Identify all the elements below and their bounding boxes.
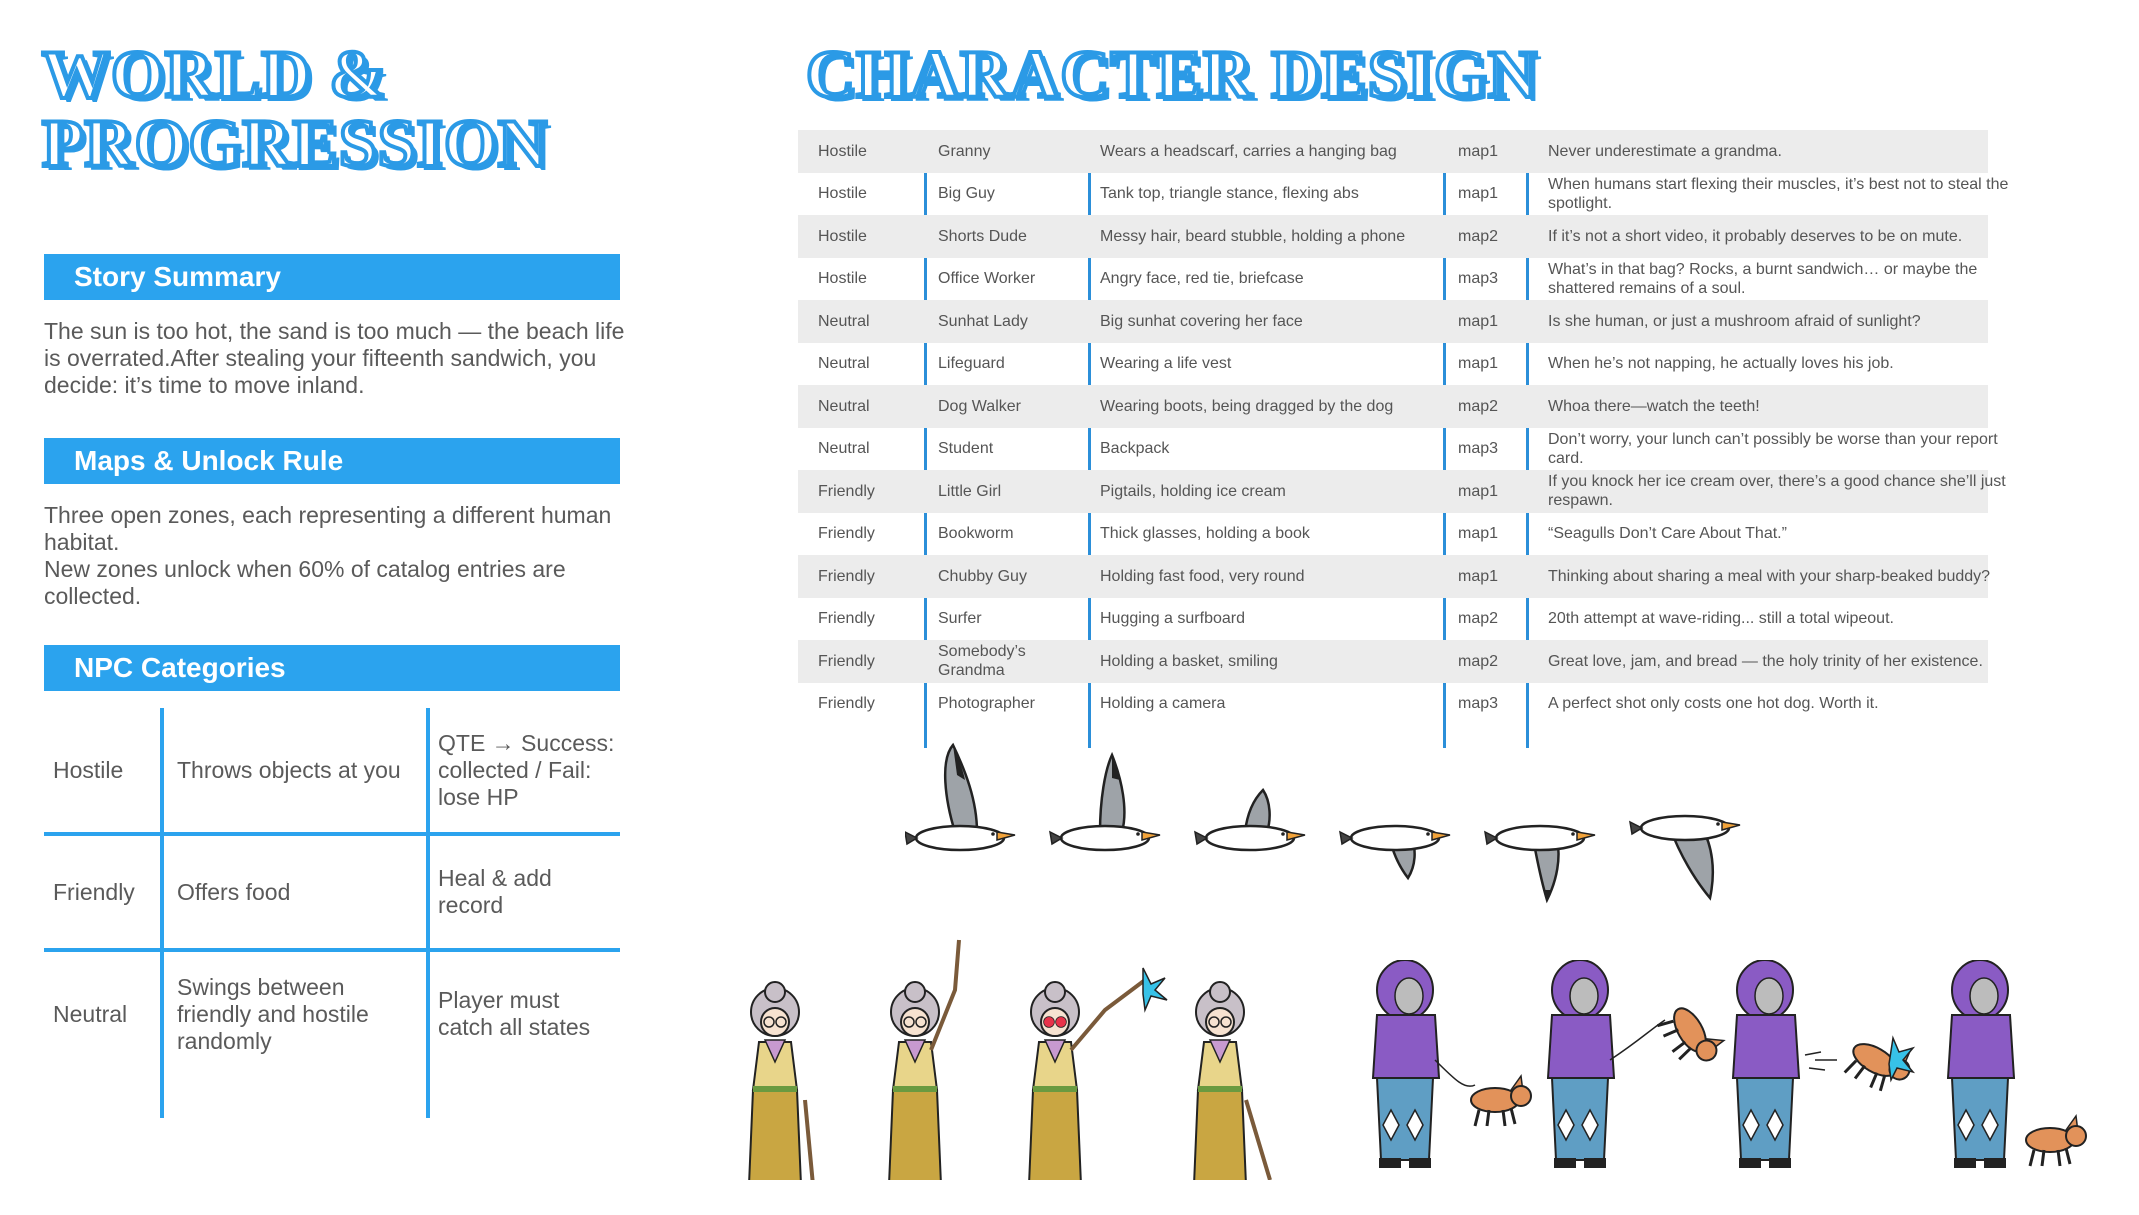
character-row [798,130,1988,173]
maps-line-2: New zones unlock when 60% of catalog entries are collected. [44,556,566,609]
character-row [798,513,1988,556]
character-look: Wearing a life vest [1100,355,1232,373]
character-name: Student [938,440,994,458]
character-type: Friendly [818,482,875,500]
character-look: Tank top, triangle stance, flexing abs [1100,185,1359,203]
seagull-icon [1485,826,1595,900]
character-quote: Don’t worry, your lunch can’t possibly be worse than your report card. [1548,430,1998,467]
character-quote: If it’s not a short video, it probably deserves to be on mute. [1548,227,1963,245]
character-row [798,215,1988,258]
character-design-table [798,130,2009,725]
story-paragraph: The sun is too hot, the sand is too much — the beach life is overrated.After stealing your fifteenth sandwich, you decide: it’s time to move inland. [44,318,625,398]
npc-category: Hostile [53,756,124,783]
title-line-1: WORLD & [42,36,388,112]
npc-category: Friendly [53,878,135,905]
character-row [798,470,2006,513]
character-row [798,258,1988,301]
npc-col-divider [160,708,164,1118]
character-quote: 20th attempt at wave-riding... still a total wipeout. [1548,610,1894,628]
character-look: Big sunhat covering her face [1100,312,1303,330]
seagull-sprite-strip [905,740,1785,920]
character-look: Thick glasses, holding a book [1100,525,1310,543]
character-quote: “Seagulls Don’t Care About That.” [1548,525,1787,543]
character-quote: What’s in that bag? Rocks, a burnt sandwich… or maybe the shattered remains of a soul. [1548,260,1978,297]
character-row [798,640,1988,683]
seagull-icon [1195,790,1305,850]
character-quote: When he’s not napping, he actually loves his job. [1548,355,1894,373]
character-map: map2 [1458,397,1499,415]
character-map: map2 [1458,652,1499,670]
character-name: Shorts Dude [938,227,1027,245]
character-type: Friendly [818,610,875,628]
character-look: Wearing boots, being dragged by the dog [1100,397,1394,415]
granny-icon [889,940,959,1180]
character-name: Sunhat Lady [938,312,1028,330]
npc-behavior: Offers food [177,878,291,905]
title-line-2: PROGRESSION [42,105,548,182]
character-map: map1 [1458,142,1499,160]
npc-result: Player must catch all states [438,987,591,1040]
character-map: map1 [1458,185,1499,203]
character-look: Hugging a surfboard [1100,610,1245,628]
character-type: Neutral [818,440,870,458]
dog-walker-icon [1948,960,2086,1168]
character-map: map1 [1458,355,1499,373]
granny-icon [749,982,813,1180]
character-name: Dog Walker [938,397,1021,415]
character-map: map3 [1458,695,1499,713]
granny-icon [1029,968,1167,1180]
character-map: map1 [1458,312,1499,330]
character-type: Hostile [818,142,867,160]
character-look: Holding a basket, smiling [1100,652,1278,670]
npc-result: QTE → Success: collected / Fail: lose HP [438,729,615,810]
npc-col-divider [426,708,430,1118]
character-row [798,343,1988,386]
dog-icon [2026,1116,2086,1166]
character-look: Holding a camera [1100,695,1226,713]
maps-line-1: Three open zones, each representing a different human habitat. [44,502,612,555]
character-quote: Great love, jam, and bread — the holy trinity of her existence. [1548,652,1983,670]
npc-categories-header: NPC Categories [44,645,620,691]
dog-icon [1471,1076,1531,1126]
page-title-character-design: CHARACTER DESIGN [806,36,1538,112]
character-look: Angry face, red tie, briefcase [1100,270,1304,288]
character-type: Hostile [818,227,867,245]
dog-walker-icon [1373,960,1531,1168]
character-look: Holding fast food, very round [1100,567,1305,585]
character-quote: If you knock her ice cream over, there’s a good chance she’ll just respawn. [1548,473,2006,510]
character-name: Chubby Guy [938,567,1027,585]
character-row [798,555,1991,598]
character-map: map3 [1458,440,1499,458]
npc-categories-table [44,708,620,1118]
npc-category: Neutral [53,1000,128,1027]
character-name: Somebody’s Grandma [938,643,1026,680]
character-type: Friendly [818,652,875,670]
character-row [798,300,1988,343]
npc-result: Heal & add record [438,865,552,918]
character-look: Wears a headscarf, carries a hanging bag [1100,142,1397,160]
character-quote: Is she human, or just a mushroom afraid of sunlight? [1548,312,1921,330]
dog-walker-icon [1548,960,1729,1168]
character-map: map1 [1458,567,1499,585]
character-quote: Thinking about sharing a meal with your sharp-beaked buddy? [1548,567,1991,585]
character-row [798,428,1998,471]
character-name: Little Girl [938,482,1002,500]
dog-walker-icon [1733,960,1918,1168]
maps-unlock-header: Maps & Unlock Rule [44,438,620,484]
character-map: map1 [1458,525,1499,543]
character-map: map3 [1458,270,1499,288]
character-name: Lifeguard [938,355,1005,373]
character-type: Friendly [818,525,875,543]
character-look: Messy hair, beard stubble, holding a phone [1100,227,1406,245]
character-map: map2 [1458,227,1499,245]
seagull-icon [1050,755,1160,850]
character-type: Friendly [818,567,875,585]
character-quote: A perfect shot only costs one hot dog. Worth it. [1548,695,1879,713]
character-name: Big Guy [938,185,995,203]
character-name: Office Worker [938,270,1036,288]
character-quote: When humans start flexing their muscles, it’s best not to steal the spotlight. [1548,175,2009,212]
character-name: Granny [938,142,991,160]
character-row [798,598,1988,641]
npc-behavior: Throws objects at you [177,756,401,783]
character-map: map2 [1458,610,1499,628]
character-type: Friendly [818,695,875,713]
character-map: map1 [1458,482,1499,500]
character-name: Bookworm [938,525,1014,543]
character-look: Backpack [1100,440,1170,458]
character-type: Neutral [818,312,870,330]
character-name: Surfer [938,610,982,628]
story-summary-text [44,318,634,399]
character-type: Hostile [818,185,867,203]
dog-walker-sprite-strip [1355,960,2115,1180]
character-name: Photographer [938,695,1035,713]
seagull-icon [905,745,1015,850]
page-title-world-progression [42,36,548,182]
character-look: Pigtails, holding ice cream [1100,482,1286,500]
character-row [798,385,1988,428]
granny-sprite-strip [730,920,1300,1180]
seagull-icon [1340,826,1450,878]
granny-icon [1194,982,1270,1180]
maps-unlock-text [44,502,634,610]
character-row [798,683,1988,726]
character-type: Hostile [818,270,867,288]
character-quote: Never underestimate a grandma. [1548,142,1782,160]
npc-behavior: Swings between friendly and hostile randomly [177,973,369,1054]
character-type: Neutral [818,355,870,373]
seagull-icon [1630,816,1740,898]
character-row [798,173,2009,216]
character-quote: Whoa there—watch the teeth! [1548,397,1760,415]
dog-icon [1655,997,1728,1074]
character-type: Neutral [818,397,870,415]
story-summary-header: Story Summary [44,254,620,300]
